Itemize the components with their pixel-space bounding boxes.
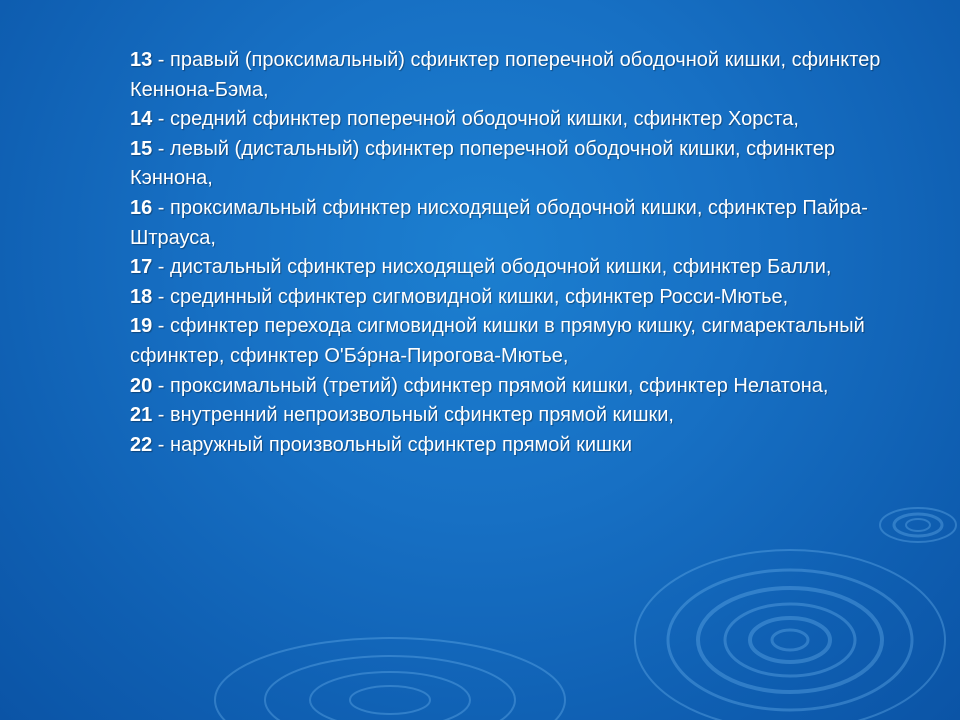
item-text: - проксимальный (третий) сфинктер прямой кишки, сфинктер Нелатона, <box>152 374 829 397</box>
item-text: - средний сфинктер поперечной ободочной кишки, сфинктер Хорста, <box>152 108 799 131</box>
item-number: 20 <box>130 374 153 397</box>
item-text: - дистальный сфинктер нисходящей ободочной кишки, сфинктер Балли, <box>152 256 832 279</box>
list-item <box>130 105 910 135</box>
list-item <box>130 401 910 431</box>
item-text: - срединный сфинктер сигмовидной кишки, сфинктер Росси-Мютье, <box>152 285 789 308</box>
list-item <box>130 135 910 194</box>
list-item <box>130 253 910 283</box>
item-text: - левый (дистальный) сфинктер поперечной ободочной кишки, сфинктер Кэннона, <box>130 137 835 190</box>
item-number: 22 <box>130 433 153 456</box>
item-text: - сфинктер перехода сигмовидной кишки в прямую кишку, сигмаректальный сфинктер, сфинктер О'Бэ́рна-Пирогова-Мютье, <box>130 315 865 367</box>
item-number: 17 <box>130 256 153 279</box>
item-text: - наружный произвольный сфинктер прямой кишки <box>152 433 633 456</box>
item-number: 19 <box>130 315 153 338</box>
list-item <box>130 372 910 402</box>
list-item <box>130 194 910 253</box>
item-number: 13 <box>130 49 153 71</box>
item-text: - проксимальный сфинктер нисходящей ободочной кишки, сфинктер Пайра-Штрауса, <box>130 196 868 249</box>
sphincter-list <box>130 46 910 460</box>
item-text: - правый (проксимальный) сфинктер поперечной ободочной кишки, сфинктер Кеннона-Бэма, <box>130 49 881 101</box>
list-item <box>130 312 910 371</box>
item-number: 18 <box>130 285 153 308</box>
list-item <box>130 283 910 313</box>
list-item <box>130 431 910 461</box>
item-number: 16 <box>130 196 153 219</box>
list-item <box>130 46 910 105</box>
item-number: 15 <box>130 137 153 160</box>
item-text: - внутренний непроизвольный сфинктер прямой кишки, <box>152 404 674 427</box>
item-number: 21 <box>130 404 153 427</box>
item-number: 14 <box>130 108 153 131</box>
